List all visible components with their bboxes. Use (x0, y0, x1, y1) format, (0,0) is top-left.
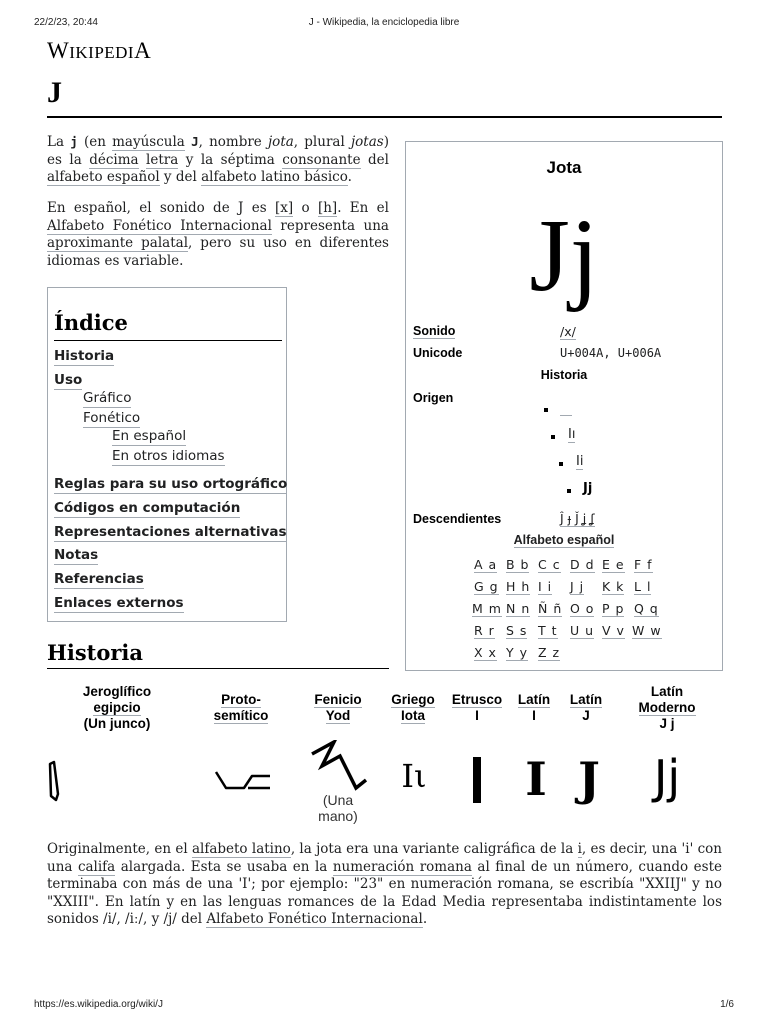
link-califa[interactable]: califa (77, 858, 116, 875)
phoenician-yod-icon (308, 740, 370, 792)
evolution-header-latin-moderno: Latín Moderno J j (638, 684, 696, 731)
toc-item-fonetico[interactable]: Fonético (83, 410, 141, 426)
bullet-icon (544, 408, 548, 412)
table-of-contents (47, 287, 287, 622)
alphabet-cell[interactable]: P p (602, 601, 625, 616)
infobox-unicode-label: Unicode (413, 346, 463, 360)
fenicio-caption: (Una mano) (318, 792, 358, 824)
toc-item-codigos[interactable]: Códigos en computación (54, 500, 241, 516)
infobox-origen-label: Origen (413, 391, 454, 405)
evolution-header-fenicio (303, 692, 373, 724)
toc-item-referencias[interactable]: Referencias (54, 571, 144, 587)
link-x-sound[interactable]: [x] (275, 200, 294, 216)
latin-j-glyph: J (578, 752, 600, 806)
alphabet-cell[interactable]: S s (506, 623, 528, 638)
link-i[interactable]: i (577, 841, 582, 857)
link-consonante[interactable]: consonante (282, 151, 361, 168)
link-afi-2[interactable]: Alfabeto Fonético Internacional (206, 911, 423, 927)
logo-w: W (47, 38, 70, 63)
page-title: J (47, 76, 62, 109)
alphabet-cell[interactable]: B b (506, 557, 530, 572)
greek-iota-glyph: Iι (401, 757, 427, 795)
infobox-descendientes-value[interactable]: Ĵ ɟ J̌ ʝ ʆ (560, 511, 595, 526)
bullet-icon (559, 462, 563, 466)
toc-item-reglas[interactable]: Reglas para su uso ortográfico (54, 476, 288, 492)
link-latin-i[interactable]: Latín (517, 692, 551, 707)
link-fenicio[interactable]: Fenicio (314, 692, 362, 707)
alphabet-cell[interactable]: J j (570, 579, 585, 594)
alphabet-cell[interactable]: N n (506, 601, 531, 616)
evolution-header-protosemitico (196, 692, 286, 724)
origen-item-4: Jj (583, 481, 593, 496)
logo-ikipedi: IKIPEDI (69, 43, 135, 62)
alphabet-cell[interactable]: U u (570, 623, 595, 638)
alphabet-cell[interactable]: E e (602, 557, 625, 572)
origen-item-3[interactable]: Ii (576, 454, 584, 469)
link-alfabeto-latino[interactable]: alfabeto latino (191, 841, 291, 857)
infobox (405, 141, 723, 671)
alphabet-cell[interactable]: O o (570, 601, 595, 616)
protosemitic-hand-icon (214, 768, 272, 792)
intro-paragraph-2: En español, el sonido de J es [x] o [h]. En el Alfabeto Fonético Internacional representa una aproximante palatal, pero su uso en diferentes idiomas es variable. (47, 200, 389, 269)
alphabet-cell[interactable]: M m (472, 601, 502, 616)
alphabet-cell[interactable]: W w (632, 623, 662, 638)
link-semitico[interactable]: semítico (213, 708, 269, 723)
infobox-descendientes-label: Descendientes (413, 512, 502, 526)
toc-item-en-espanol[interactable]: En español (112, 428, 187, 444)
modern-latin-glyph: Jj (653, 750, 681, 804)
evolution-header-egipcio: Jeroglífico egipcio (Un junco) (82, 684, 152, 731)
link-decima[interactable]: décima (89, 151, 139, 168)
toc-item-enlaces-externos[interactable]: Enlaces externos (54, 595, 184, 611)
infobox-glyph: Jj (529, 198, 599, 313)
alphabet-cell[interactable]: Y y (506, 645, 529, 660)
link-numeracion-romana[interactable]: numeración romana (332, 858, 472, 875)
link-letra[interactable]: letra (146, 151, 179, 168)
alphabet-cell[interactable]: X x (474, 645, 497, 660)
link-alfabeto-latino-basico[interactable]: alfabeto latino básico (201, 169, 348, 185)
link-latin-j[interactable]: Latín (569, 692, 603, 707)
evolution-header-latin-i: Latín I (517, 692, 551, 723)
link-aproximante-palatal[interactable]: aproximante palatal (47, 235, 189, 251)
title-divider (47, 116, 722, 118)
alphabet-cell[interactable]: A a (474, 557, 498, 572)
infobox-alfabeto-label[interactable]: Alfabeto español (513, 533, 615, 547)
latin-i-glyph: I (525, 752, 547, 806)
evolution-header-griego (382, 692, 444, 724)
print-page-title: J - Wikipedia, la enciclopedia libre (308, 17, 460, 28)
alphabet-cell[interactable]: T t (538, 623, 558, 638)
section-divider (47, 668, 389, 669)
link-yod[interactable]: Yod (325, 708, 351, 723)
infobox-historia-label: Historia (540, 368, 588, 382)
alphabet-cell[interactable]: D d (570, 557, 595, 572)
toc-item-historia[interactable]: Historia (54, 348, 115, 364)
alphabet-cell[interactable]: Ñ ñ (538, 601, 563, 616)
link-proto[interactable]: Proto- (221, 692, 261, 707)
alphabet-cell[interactable]: H h (506, 579, 531, 594)
print-page-number: 1/6 (720, 999, 734, 1010)
alphabet-cell[interactable]: R r (474, 623, 495, 638)
link-afi[interactable]: Alfabeto Fonético Internacional (47, 217, 272, 234)
link-griego[interactable]: Griego (391, 692, 435, 707)
link-iota[interactable]: Iota (400, 708, 425, 723)
toc-item-notas[interactable]: Notas (54, 547, 99, 563)
bullet-icon (551, 435, 555, 439)
toc-item-representaciones[interactable]: Representaciones alternativas (54, 524, 287, 540)
toc-divider (54, 340, 282, 341)
toc-title: Índice (54, 310, 128, 335)
print-datetime: 22/2/23, 20:44 (34, 17, 98, 28)
alphabet-cell[interactable]: L l (634, 579, 652, 594)
alphabet-cell[interactable]: C c (538, 557, 561, 572)
alphabet-cell[interactable]: F f (634, 557, 653, 572)
link-egipcio[interactable]: egipcio (93, 700, 141, 715)
print-url: https://es.wikipedia.org/wiki/J (34, 999, 163, 1010)
bullet-icon (567, 489, 571, 493)
alphabet-cell[interactable]: G g (474, 579, 499, 594)
toc-item-en-otros-idiomas[interactable]: En otros idiomas (112, 448, 225, 464)
origen-item-2[interactable]: Iı (568, 427, 576, 442)
infobox-title: Jota (546, 158, 582, 177)
hieroglyph-reed-icon (46, 760, 66, 802)
link-latin-moderno[interactable]: Moderno (638, 700, 696, 715)
link-h-sound[interactable]: [h] (317, 200, 338, 216)
intro-paragraph-1: La j (en mayúscula J, nombre jota, plural jotas) es la décima letra y la séptima consonante del alfabeto español y del alfabeto latino básico. (47, 134, 389, 185)
alphabet-cell[interactable]: Q q (634, 601, 659, 616)
alphabet-cell[interactable]: K k (602, 579, 625, 594)
link-alfabeto-espanol[interactable]: alfabeto español (47, 169, 160, 185)
toc-item-uso[interactable]: Uso (54, 372, 83, 388)
section-heading-historia: Historia (47, 640, 143, 665)
link-mayuscula[interactable]: mayúscula (112, 134, 185, 150)
alphabet-cell[interactable]: V v (602, 623, 625, 638)
origen-item-1[interactable]: _ (560, 400, 572, 416)
evolution-header-etrusco: Etrusco I (451, 692, 503, 723)
historia-paragraph: Originalmente, en el alfabeto latino, la jota era una variante caligráfica de la i, es decir, una 'i' con una califa alargada. Esta se usaba en la numeración romana al final de un número, cuando este terminaba con más de una 'I'; por ejemplo: "23" en numeración romana, se escribía "XXIIJ" y no "XXIII". En latín y en las lenguas romances de la Edad Media representaba indistintamente los sonidos /i/, /iː/, y /j/ del Alfabeto Fonético Internacional. (47, 841, 722, 927)
etruscan-i-icon (473, 757, 481, 803)
alphabet-cell[interactable]: I i (538, 579, 553, 594)
link-etrusco[interactable]: Etrusco (451, 692, 503, 707)
infobox-unicode-value: U+004A, U+006A (560, 346, 662, 360)
toc-item-grafico[interactable]: Gráfico (83, 390, 132, 406)
wikipedia-logo[interactable] (47, 38, 151, 64)
logo-a: A (134, 38, 152, 63)
infobox-sonido-value[interactable]: /x/ (560, 324, 576, 339)
infobox-sonido-label[interactable]: Sonido (413, 324, 456, 338)
evolution-header-latin-j: Latín J (569, 692, 603, 723)
alphabet-cell[interactable]: Z z (538, 645, 561, 660)
